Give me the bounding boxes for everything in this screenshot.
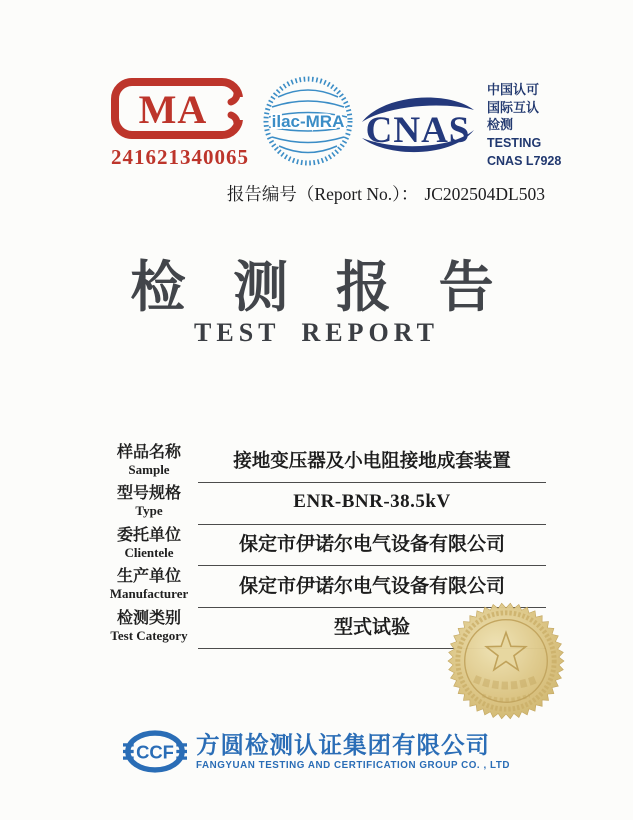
accreditation-line: TESTING bbox=[487, 135, 542, 150]
svg-text:MA: MA bbox=[138, 87, 208, 132]
report-number-line bbox=[227, 181, 545, 206]
page-title-en: TEST REPORT bbox=[194, 318, 439, 347]
field-value: ENR-BNR-38.5kV bbox=[198, 483, 546, 524]
footer-company-block bbox=[0, 729, 633, 774]
field-label bbox=[100, 483, 198, 524]
cnas-logo-icon bbox=[356, 88, 480, 162]
field-value: 保定市伊诺尔电气设备有限公司 bbox=[198, 525, 546, 566]
cma-mark bbox=[111, 78, 249, 170]
field-label bbox=[100, 608, 198, 649]
ilac-mra-logo-icon bbox=[262, 75, 354, 167]
field-label-en: Sample bbox=[128, 462, 170, 477]
cma-logo-icon bbox=[111, 78, 243, 139]
field-label bbox=[100, 566, 198, 607]
field-row-sample bbox=[100, 442, 546, 483]
svg-text:CNAS: CNAS bbox=[365, 110, 471, 151]
header-logo-row bbox=[0, 0, 633, 175]
field-label-zh: 样品名称 bbox=[116, 444, 181, 461]
field-label-zh: 型号规格 bbox=[116, 485, 181, 503]
ccf-logo-icon bbox=[123, 729, 187, 774]
field-label-en: Test Category bbox=[110, 627, 188, 643]
svg-text:ilac-MRA: ilac-MRA bbox=[271, 112, 345, 131]
report-number-value: JC202504DL503 bbox=[424, 184, 545, 204]
field-label-en: Manufacturer bbox=[109, 586, 189, 602]
field-label bbox=[100, 525, 198, 566]
svg-text:CCF: CCF bbox=[136, 741, 174, 763]
field-value: 保定市伊诺尔电气设备有限公司 bbox=[198, 566, 546, 607]
field-label-en: Type bbox=[135, 503, 163, 519]
page-title-zh: 检 测 报 告 bbox=[130, 257, 503, 318]
accreditation-line: CNAS L7928 bbox=[487, 154, 562, 168]
field-label-zh: 委托单位 bbox=[116, 526, 181, 544]
field-label bbox=[100, 442, 198, 483]
footer-company-names bbox=[196, 732, 510, 772]
accreditation-line: 中国认可 bbox=[487, 82, 540, 97]
accreditation-text-block bbox=[487, 81, 561, 171]
field-row-clientele bbox=[100, 525, 546, 566]
accreditation-line: 国际互认 bbox=[487, 99, 540, 115]
field-value: 型式试验 bbox=[198, 608, 546, 649]
report-number-label: 报告编号（Report No.）： bbox=[226, 184, 419, 204]
field-row-type bbox=[100, 483, 546, 524]
footer-company-zh: 方圆检测认证集团有限公司 bbox=[196, 731, 491, 758]
field-label-en: Clientele bbox=[124, 544, 174, 560]
accreditation-line: 检测 bbox=[487, 117, 514, 132]
field-value: 接地变压器及小电阻接地成套装置 bbox=[198, 442, 546, 483]
cma-certificate-number: 241621340065 bbox=[111, 145, 249, 169]
field-label-zh: 检测类别 bbox=[116, 609, 181, 627]
footer-company-en: FANGYUAN TESTING AND CERTIFICATION GROUP CO. , LTD bbox=[196, 759, 510, 771]
gold-seal-icon bbox=[447, 602, 565, 720]
field-label-zh: 生产单位 bbox=[116, 568, 181, 586]
